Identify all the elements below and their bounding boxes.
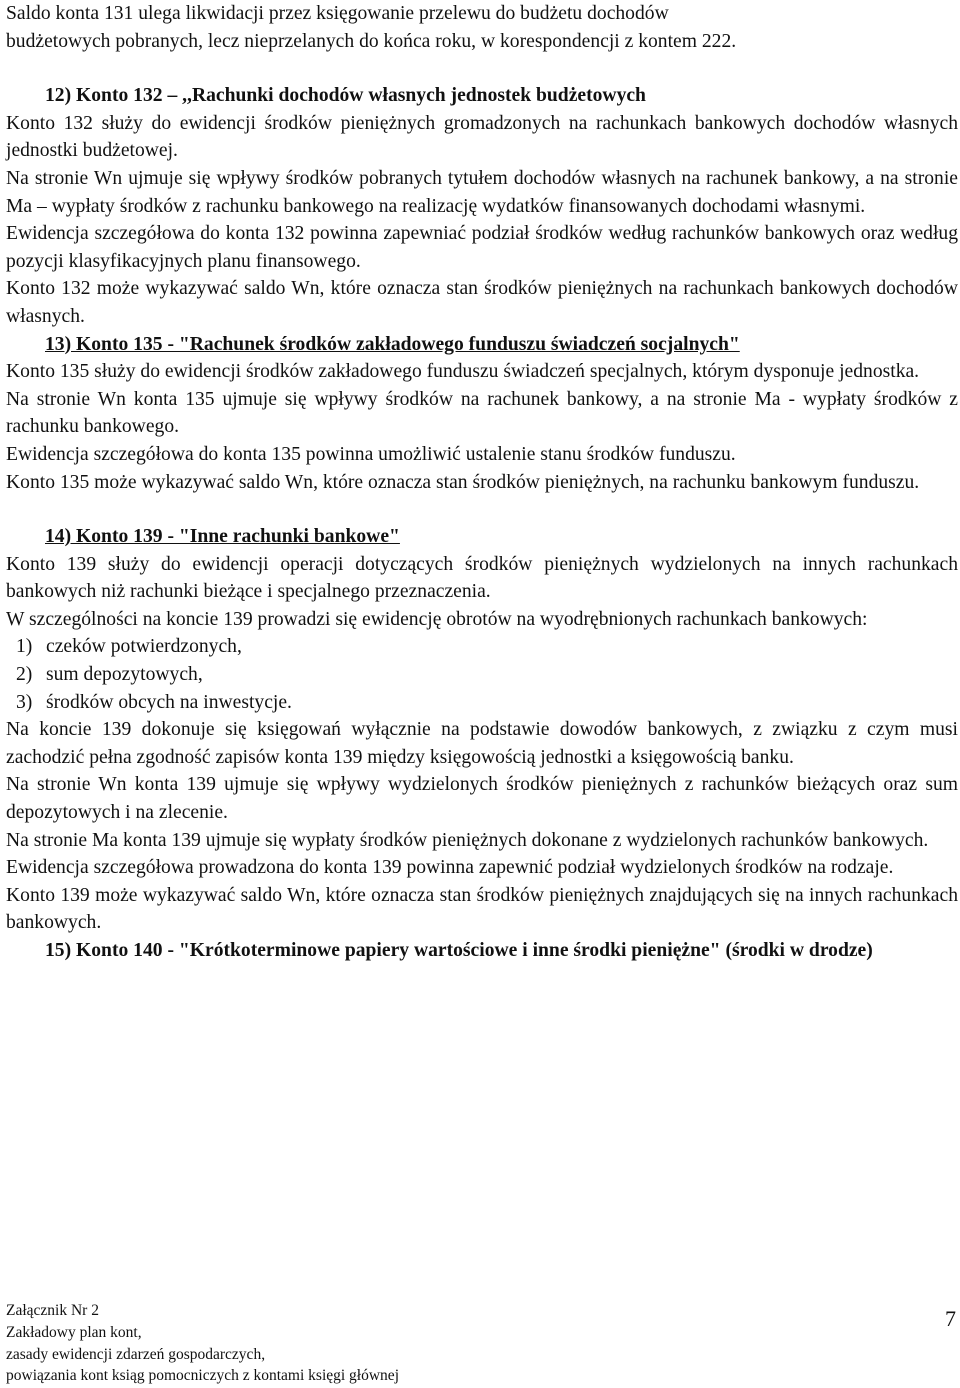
section-13-paragraph-3: Ewidencja szczegółowa do konta 135 powinna umożliwić ustalenie stanu środków funduszu. — [6, 443, 736, 465]
section-14-paragraph-6: Ewidencja szczegółowa prowadzona do konta 139 powinna zapewnić podział wydzielonych środków na rodzaje. — [6, 857, 894, 879]
intro-line-2: budżetowych pobranych, lecz nieprzelanych do końca roku, w korespondencji z kontem 222. — [6, 30, 737, 52]
section-13-paragraph-2: Na stronie Wn konta 135 ujmuje się wpływy środków na rachunek bankowy, a na stronie Ma - wypłaty środków z rachunku bankowego. — [6, 388, 958, 438]
document-page — [6, 0, 958, 965]
intro-paragraph — [6, 0, 958, 55]
section-12-paragraph-3: Ewidencja szczegółowa do konta 132 powinna zapewniać podział środków według rachunków bankowych oraz według pozycji klasyfikacyjnych planu finansowego. — [6, 223, 958, 272]
spacer — [6, 496, 958, 523]
section-14-paragraph-4: Na stronie Wn konta 139 ujmuje się wpływy wydzielonych środków pieniężnych z rachunków bieżących oraz sum depozytowych i na zlecenie. — [6, 774, 958, 824]
section-12-paragraph-2: Na stronie Wn ujmuje się wpływy środków pobranych tytułem dochodów własnych na rachunek bankowy, a na stronie Ma – wypłaty środków z rachunku bankowego na realizację wydatków finansowanych dochodami własnymi. — [6, 167, 958, 217]
section-13-heading: 13) Konto 135 - "Rachunek środków zakładowego funduszu świadczeń socjalnych" — [45, 333, 740, 355]
section-14-paragraph-5: Na stronie Ma konta 139 ujmuje się wypłaty środków pieniężnych dokonane z wydzielonych rachunków bankowych. — [6, 829, 929, 851]
section-12-paragraph-1: Konto 132 służy do ewidencji środków pieniężnych gromadzonych na rachunkach bankowych dochodów własnych jednostki budżetowej. — [6, 112, 958, 162]
section-12-heading: 12) Konto 132 – ,,Rachunki dochodów własnych jednostek budżetowych — [45, 85, 646, 107]
section-14-heading: 14) Konto 139 - "Inne rachunki bankowe" — [45, 526, 400, 548]
intro-line-1: Saldo konta 131 ulega likwidacji przez księgowanie przelewu do budżetu dochodów — [6, 3, 669, 24]
section-14-list — [6, 633, 958, 716]
section-14-paragraph-3: Na koncie 139 dokonuje się księgowań wyłącznie na podstawie dowodów bankowych, z związku z czym musi zachodzić pełna zgodność zapisów konta 139 między księgowością jednostki a księgowością banku. — [6, 719, 958, 768]
section-13-paragraph-4: Konto 135 może wykazywać saldo Wn, które oznacza stan środków pieniężnych, na rachunku bankowym funduszu. — [6, 471, 920, 493]
footer-line-4: powiązania kont ksiąg pomocniczych z kontami księgi głównej — [6, 1367, 399, 1385]
list-item: 3) środków obcych na inwestycje. — [16, 691, 292, 713]
section-13-paragraph-1: Konto 135 służy do ewidencji środków zakładowego funduszu świadczeń specjalnych, którym dysponuje jednostka. — [6, 361, 920, 383]
section-14-paragraph-1: Konto 139 służy do ewidencji operacji dotyczących środków pieniężnych wydzielonych na innych rachunkach bankowych niż rachunki bieżące i specjalnego przeznaczenia. — [6, 553, 958, 603]
page-number: 7 — [945, 1306, 956, 1331]
list-item: 1) czeków potwierdzonych, — [16, 636, 242, 658]
list-item: 2) sum depozytowych, — [16, 664, 203, 686]
footer-line-2: Zakładowy plan kont, — [6, 1323, 142, 1341]
page-footer — [6, 1300, 399, 1387]
section-14-paragraph-7: Konto 139 może wykazywać saldo Wn, które oznacza stan środków pieniężnych znajdujących się na innych rachunkach bankowych. — [6, 884, 958, 934]
spacer — [6, 55, 958, 82]
footer-line-1: Załącznik Nr 2 — [6, 1302, 99, 1319]
section-12-paragraph-4: Konto 132 może wykazywać saldo Wn, które oznacza stan środków pieniężnych na rachunkach bankowych dochodów własnych. — [6, 278, 958, 327]
footer-line-3: zasady ewidencji zdarzeń gospodarczych, — [6, 1345, 266, 1363]
section-15-heading: 15) Konto 140 - "Krótkoterminowe papiery wartościowe i inne środki pieniężne" (środki w drodze) — [45, 940, 873, 961]
section-14-paragraph-2: W szczególności na koncie 139 prowadzi się ewidencję obrotów na wyodrębnionych rachunkach bankowych: — [6, 608, 868, 630]
